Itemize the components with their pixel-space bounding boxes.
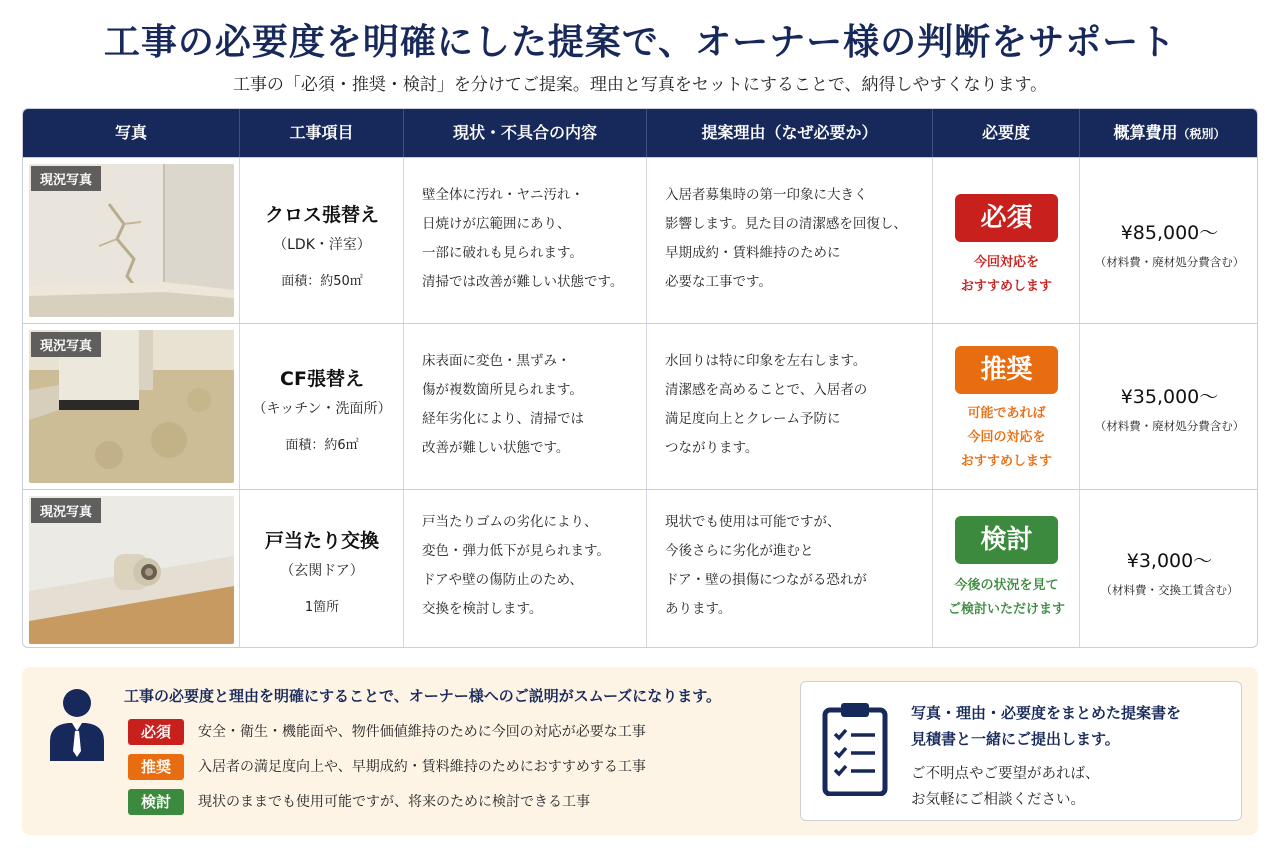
level-badge-must: 必須	[955, 194, 1058, 242]
reason-line: 清潔感を高めることで、入居者の	[665, 382, 868, 398]
legend-badge-must: 必須	[128, 719, 184, 745]
level-note-line: 今回対応を	[973, 255, 1039, 270]
page-title: 工事の必要度を明確にした提案で、オーナー様の判断をサポート	[103, 22, 1177, 63]
reason-line: 影響します。見た目の清潔感を回復し、	[665, 216, 907, 232]
level-note	[933, 574, 1080, 622]
reason-text	[665, 181, 907, 297]
wall-photo	[29, 164, 234, 317]
reason-line: 今後さらに劣化が進むと	[665, 543, 814, 559]
condition-line: ドアや壁の傷防止のため、	[422, 572, 584, 588]
note-line: 見積書と一緒にご提出します。	[911, 730, 1120, 748]
condition-line: 清掃では改善が難しい状態です。	[422, 274, 624, 290]
item-location: （キッチン・洗面所）	[252, 401, 392, 417]
item-location: （玄関ドア）	[280, 563, 364, 579]
reason-line: 必要な工事です。	[665, 274, 772, 290]
reason-line: 水回りは特に印象を左右します。	[665, 353, 867, 369]
doorstop-photo	[29, 496, 234, 644]
condition-line: 床表面に変色・黒ずみ・	[422, 353, 571, 369]
level-badge-recommend: 推奨	[955, 346, 1058, 394]
col-cost	[1080, 109, 1258, 157]
col-item: 工事項目	[240, 109, 404, 157]
condition-line: 日焼けが広範囲にあり、	[422, 216, 571, 232]
level-note-line: 可能であれば	[967, 406, 1046, 421]
reason-line: あります。	[665, 601, 732, 617]
condition-line: 壁全体に汚れ・ヤニ汚れ・	[422, 187, 584, 203]
item-name: 戸当たり交換	[264, 530, 379, 552]
item-quantity: 1箇所	[304, 600, 340, 615]
reason-text	[665, 347, 867, 463]
legend-panel	[22, 667, 1258, 835]
legend-text: 安全・衛生・機能面や、物件価値維持のために今回の対応が必要な工事	[198, 724, 646, 740]
condition-line: 変色・弾力低下が見られます。	[422, 543, 610, 559]
level-note-line: ご検討いただけます	[947, 602, 1065, 617]
photo-tag: 現況写真	[31, 166, 101, 191]
col-photo: 写真	[23, 109, 240, 157]
condition-text	[422, 181, 623, 297]
level-note-line: 今回の対応を	[967, 430, 1046, 445]
condition-text	[422, 508, 610, 624]
item-quantity: 面積：約6㎡	[285, 438, 359, 453]
legend-badge-recommend: 推奨	[128, 754, 184, 780]
reason-line: 現状でも使用は可能ですが、	[665, 514, 841, 530]
col-cost-note: （税別）	[1177, 127, 1226, 141]
condition-line: 一部に破れも見られます。	[422, 245, 583, 261]
proposal-table	[22, 108, 1258, 648]
price: ¥85,000〜	[1120, 222, 1219, 244]
price-note: （材料費・交換工賃含む）	[1100, 583, 1239, 597]
level-badge-consider: 検討	[955, 516, 1058, 564]
col-reason: 提案理由（なぜ必要か）	[647, 109, 933, 157]
floor-photo	[29, 330, 234, 483]
table-row	[23, 323, 1258, 489]
price-note: （材料費・廃材処分費含む）	[1094, 255, 1245, 269]
legend-heading: 工事の必要度と理由を明確にすることで、オーナー様へのご説明がスムーズになります。	[124, 687, 722, 705]
item-name: クロス張替え	[264, 204, 379, 226]
level-note-line: おすすめします	[960, 279, 1053, 294]
condition-line: 経年劣化により、清掃では	[422, 411, 584, 427]
photo-tag: 現況写真	[31, 498, 101, 523]
note-line: ご不明点やご要望があれば、	[911, 766, 1100, 782]
reason-line: 満足度向上とクレーム予防に	[665, 411, 841, 427]
table-row	[23, 157, 1258, 323]
note-line: お気軽にご相談ください。	[911, 792, 1085, 808]
level-note-line: おすすめします	[960, 454, 1053, 469]
reason-line: 早期成約・賃料維持のために	[665, 245, 841, 261]
condition-text	[422, 347, 584, 463]
condition-line: 交換を検討します。	[422, 601, 543, 617]
condition-line: 戸当たりゴムの劣化により、	[422, 514, 598, 530]
person-icon	[48, 685, 106, 761]
table-row	[23, 489, 1258, 648]
level-note	[933, 402, 1080, 474]
note-line: 写真・理由・必要度をまとめた提案書を	[911, 704, 1182, 722]
item-quantity: 面積：約50㎡	[281, 274, 363, 289]
page-subtitle: 工事の「必須・推奨・検討」を分けてご提案。理由と写真をセットにすることで、納得しやすくなります。	[232, 75, 1048, 95]
col-cost-label: 概算費用	[1113, 123, 1178, 142]
legend-text: 現状のままでも使用可能ですが、将来のために検討できる工事	[198, 794, 590, 810]
item-location: （LDK・洋室）	[273, 237, 371, 253]
legend-text: 入居者の満足度向上や、早期成約・賃料維持のためにおすすめする工事	[198, 759, 646, 775]
submission-note	[800, 681, 1242, 821]
item-name: CF張替え	[280, 368, 364, 390]
legend-badge-consider: 検討	[128, 789, 184, 815]
price: ¥35,000〜	[1120, 386, 1219, 408]
clipboard-checklist-icon	[821, 700, 889, 796]
condition-line: 傷が複数箇所見られます。	[422, 382, 583, 398]
level-note	[933, 251, 1080, 299]
reason-line: ドア・壁の損傷につながる恐れが	[665, 572, 867, 588]
reason-line: 入居者募集時の第一印象に大きく	[665, 187, 868, 203]
price-note: （材料費・廃材処分費含む）	[1094, 419, 1245, 433]
col-level: 必要度	[933, 109, 1080, 157]
table-header	[23, 109, 1258, 157]
reason-text	[665, 508, 867, 624]
col-condition: 現状・不具合の内容	[404, 109, 647, 157]
condition-line: 改善が難しい状態です。	[422, 440, 570, 456]
reason-line: つながります。	[665, 440, 759, 456]
photo-tag: 現況写真	[31, 332, 101, 357]
price: ¥3,000〜	[1126, 550, 1213, 572]
level-note-line: 今後の状況を見て	[954, 578, 1059, 593]
